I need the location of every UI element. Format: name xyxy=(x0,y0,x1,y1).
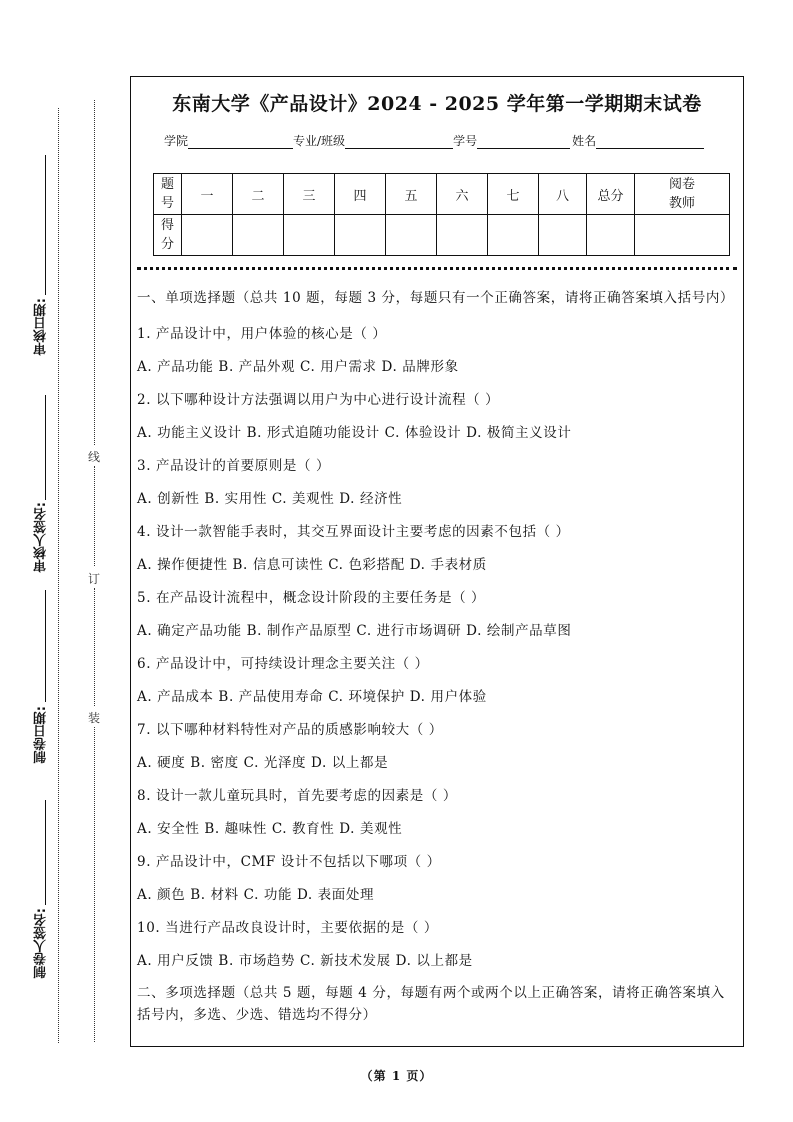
score-cell[interactable] xyxy=(437,215,488,256)
score-cell[interactable] xyxy=(233,215,284,256)
question-text: 4. 设计一款智能手表时，其交互界面设计主要考虑的因素不包括（ ） xyxy=(137,524,570,540)
score-col-total: 总分 xyxy=(587,174,635,215)
question-text: 10. 当进行产品改良设计时，主要依据的是（ ） xyxy=(137,920,438,936)
question-options: A. 创新性 B. 实用性 C. 美观性 D. 经济性 xyxy=(137,491,403,507)
student-id-label: 学号 xyxy=(453,134,478,148)
major-class-label: 专业/班级 xyxy=(293,134,346,148)
question-options: A. 产品功能 B. 产品外观 C. 用户需求 D. 品牌形象 xyxy=(137,359,459,375)
question-text: 7. 以下哪种材料特性对产品的质感影响较大（ ） xyxy=(137,722,443,738)
cut-line-right-2 xyxy=(94,466,95,566)
cut-line-right-4 xyxy=(94,727,95,1042)
cut-line-left xyxy=(58,108,59,1043)
score-table-score-label: 得 分 xyxy=(154,215,182,256)
name-label: 姓名 xyxy=(572,134,597,148)
exam-maker-signature-label: 制卷人签名: xyxy=(34,908,49,979)
score-table-question-label: 题 号 xyxy=(154,174,182,215)
question-text: 2. 以下哪种设计方法强调以用户为中心进行设计流程（ ） xyxy=(137,392,500,408)
score-table xyxy=(153,173,730,256)
question-text: 8. 设计一款儿童玩具时，首先要考虑的因素是（ ） xyxy=(137,788,457,804)
score-cell[interactable] xyxy=(386,215,437,256)
question-options: A. 确定产品功能 B. 制作产品原型 C. 进行市场调研 D. 绘制产品草图 xyxy=(137,623,572,639)
score-cell[interactable] xyxy=(284,215,335,256)
name-field[interactable] xyxy=(596,134,704,149)
question-options: A. 用户反馈 B. 市场趋势 C. 新技术发展 D. 以上都是 xyxy=(137,953,473,969)
reviewer-signature-line xyxy=(45,395,46,500)
score-cell[interactable] xyxy=(488,215,539,256)
exam-frame xyxy=(130,76,744,1047)
exam-body xyxy=(137,287,737,1035)
section-1-heading: 一、单项选择题（总共 10 题，每题 3 分，每题只有一个正确答案，请将正确答案填入括号内） xyxy=(137,290,735,306)
cut-line-right-1 xyxy=(94,100,95,445)
question-options: A. 功能主义设计 B. 形式追随功能设计 C. 体验设计 D. 极简主义设计 xyxy=(137,425,572,441)
score-cell[interactable] xyxy=(539,215,587,256)
major-class-field[interactable] xyxy=(345,134,453,149)
question-options: A. 安全性 B. 趣味性 C. 教育性 D. 美观性 xyxy=(137,821,403,837)
page-number: （第 1 页） xyxy=(360,1069,433,1083)
score-cell[interactable] xyxy=(335,215,386,256)
question-text: 9. 产品设计中，CMF 设计不包括以下哪项（ ） xyxy=(137,854,441,870)
score-col-reviewer: 阅卷 教师 xyxy=(635,174,730,215)
cut-mark-install: 装 xyxy=(88,711,101,725)
college-field[interactable] xyxy=(188,134,293,149)
exam-title: 东南大学《产品设计》2024 - 2025 学年第一学期期末试卷 xyxy=(172,93,702,115)
exam-maker-signature-line xyxy=(45,800,46,905)
dotted-separator xyxy=(137,267,737,270)
question-text: 5. 在产品设计流程中，概念设计阶段的主要任务是（ ） xyxy=(137,590,486,606)
score-col-2: 二 xyxy=(233,174,284,215)
exam-date-label: 制卷日期: xyxy=(34,706,49,764)
score-cell-total[interactable] xyxy=(587,215,635,256)
score-col-7: 七 xyxy=(488,174,539,215)
score-col-3: 三 xyxy=(284,174,335,215)
question-text: 3. 产品设计的首要原则是（ ） xyxy=(137,458,331,474)
exam-date-line xyxy=(45,590,46,702)
cut-mark-bind: 订 xyxy=(88,572,101,586)
question-options: A. 产品成本 B. 产品使用寿命 C. 环境保护 D. 用户体验 xyxy=(137,689,487,705)
question-options: A. 颜色 B. 材料 C. 功能 D. 表面处理 xyxy=(137,887,375,903)
question-options: A. 操作便捷性 B. 信息可读性 C. 色彩搭配 D. 手表材质 xyxy=(137,557,487,573)
student-info-line xyxy=(164,132,704,149)
question-text: 6. 产品设计中，可持续设计理念主要关注（ ） xyxy=(137,656,429,672)
score-cell-reviewer[interactable] xyxy=(635,215,730,256)
review-date-label: 审核日期: xyxy=(34,298,49,356)
score-col-1: 一 xyxy=(182,174,233,215)
cut-mark-line: 线 xyxy=(88,450,101,464)
section-2-heading: 二、多项选择题（总共 5 题，每题 4 分，每题有两个或两个以上正确答案，请将正确答案填入括号内，多选、少选、错选均不得分） xyxy=(137,985,725,1023)
cut-line-right-3 xyxy=(94,588,95,706)
student-id-field[interactable] xyxy=(477,134,570,149)
binding-margin xyxy=(0,0,125,1122)
score-cell[interactable] xyxy=(182,215,233,256)
review-date-line xyxy=(45,155,46,295)
score-col-4: 四 xyxy=(335,174,386,215)
score-col-6: 六 xyxy=(437,174,488,215)
score-col-5: 五 xyxy=(386,174,437,215)
college-label: 学院 xyxy=(164,134,189,148)
question-options: A. 硬度 B. 密度 C. 光泽度 D. 以上都是 xyxy=(137,755,389,771)
question-text: 1. 产品设计中，用户体验的核心是（ ） xyxy=(137,326,387,342)
reviewer-signature-label: 审核人签名: xyxy=(34,502,49,573)
score-col-8: 八 xyxy=(539,174,587,215)
